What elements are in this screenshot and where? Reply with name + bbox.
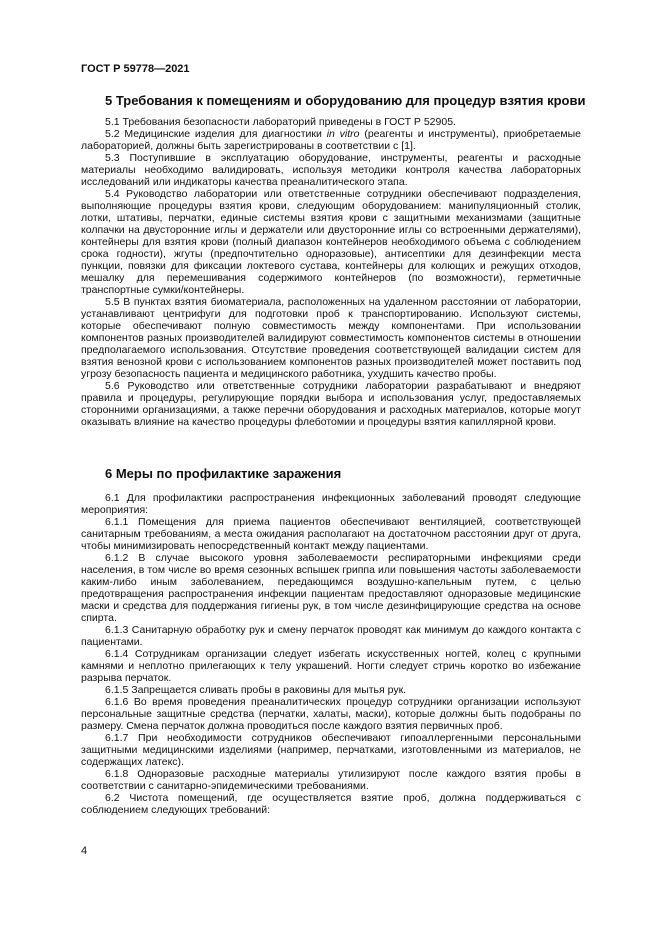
paragraph-6-1-6: 6.1.6 Во время проведения преаналитических процедур сотрудники организации используют персональные защитные средства (перчатки, халаты, маски), которые должны быть подобраны по размеру. Смена перчаток должна проводиться после каждого взятия первичных проб.: [81, 696, 581, 732]
paragraph-5-1: 5.1 Требования безопасности лабораторий приведены в ГОСТ Р 52905.: [105, 116, 456, 128]
paragraph-5-4: 5.4 Руководство лаборатории или ответственные сотрудники обеспечивают подразделения, выполняющие процедуры взятия крови, следующим оборудованием: манипуляционный столик, лотки, штативы, перчатки, единые системы взятия крови с защитными механизмами (защитные колпачки на двусторонние иглы и держатели или двусторонние иглы со встроенными держателями), контейнеры для взятия крови (полный диапазон контейнеров необходимого объема с соблюдением срока годности), жгуты (предпочтительно одноразовые), антисептики для дезинфекции места пункции, повязки для фиксации локтевого сустава, контейнеры для колющих и режущих отходов, мешалку для перемешивания содержимого контейнеров (по возможности), герметичные транспортные сумки/контейнеры.: [81, 188, 581, 296]
paragraph-6-1-8: 6.1.8 Одноразовые расходные материалы утилизируют после каждого взятия пробы в соответствии с санитарно-эпидемическими требованиями.: [81, 768, 581, 792]
standard-header: ГОСТ Р 59778—2021: [81, 63, 190, 75]
section-5-heading: 5 Требования к помещениям и оборудованию для процедур взятия крови: [105, 93, 586, 108]
paragraph-5-5: 5.5 В пунктах взятия биоматериала, расположенных на удаленном расстоянии от лаборатории, устанавливают центрифуги для подготовки проб к транспортированию. Используют системы, которые обеспечивают полную совместимость между компонентами. При использовании компонентов разных производителей валидируют совместимость компонентов системы в отношении предполагаемого использования. Отсутствие проведения соответствующей валидации систем для взятия венозной крови с использованием компонентов разных производителей может поставить под угрозу безопасность пациента и медицинского работника, ухудшить качество пробы.: [81, 296, 581, 380]
paragraph-5-2-start: 5.2 Медицинские изделия для диагностики: [105, 128, 327, 140]
paragraph-6-1-2: 6.1.2 В случае высокого уровня заболеваемости респираторными инфекциями среди населения, в том числе во время сезонных вспышек гриппа или повышения частоты заболеваемости каким-либо иным заболеванием, передающимся воздушно-капельным путем, с целью предотвращения распространения инфекции пациентам предоставляют одноразовые медицинские маски и средства для поддержания гигиены рук, в том числе дезинфицирующие средства на основе спирта.: [81, 552, 581, 624]
section-5-body: [81, 116, 581, 428]
paragraph-6-2: 6.2 Чистота помещений, где осуществляется взятие проб, должна поддерживаться с соблюдением следующих требований:: [81, 792, 581, 816]
paragraph-6-1-1: 6.1.1 Помещения для приема пациентов обеспечивают вентиляцией, соответствующей санитарным требованиям, а места ожидания располагают на достаточном расстоянии друг от друга, чтобы минимизировать непосредственный контакт между пациентами.: [81, 516, 581, 552]
paragraph-5-2: [81, 128, 581, 152]
paragraph-6-1: 6.1 Для профилактики распространения инфекционных заболеваний проводят следующие мероприятия:: [81, 492, 581, 516]
paragraph-5-6: 5.6 Руководство или ответственные сотрудники лаборатории разрабатывают и внедряют правила и процедуры, регулирующие порядки выбора и использования услуг, предоставляемых сторонними организациями, а также перечни оборудования и расходных материалов, которые могут оказывать влияние на качество процедуры флеботомии и процедуры взятия капиллярной крови.: [81, 380, 581, 428]
paragraph-6-1-7: 6.1.7 При необходимости сотрудников обеспечивают гипоаллергенными персональными защитными медицинскими изделиями (например, перчатками, изготовленными из материалов, не содержащих латекс).: [81, 732, 581, 768]
paragraph-6-1-3: 6.1.3 Санитарную обработку рук и смену перчаток проводят как минимум до каждого контакта с пациентами.: [81, 624, 581, 648]
paragraph-6-1-5: 6.1.5 Запрещается сливать пробы в раковины для мытья рук.: [105, 684, 407, 696]
section-6-heading: 6 Меры по профилактике заражения: [105, 466, 342, 481]
section-6-body: [81, 492, 581, 816]
page-number: 4: [81, 845, 88, 857]
paragraph-5-3: 5.3 Поступившие в эксплуатацию оборудование, инструменты, реагенты и расходные материалы необходимо валидировать, используя методики контроля качества лабораторных исследований или индикаторы качества преаналитического этапа.: [81, 152, 581, 188]
paragraph-5-2-italic: in vitro: [326, 128, 360, 140]
paragraph-6-1-4: 6.1.4 Сотрудникам организации следует избегать искусственных ногтей, колец с крупными камнями и неплотно прилегающих к телу украшений. Ногти следует стричь коротко во избежание разрыва перчаток.: [81, 648, 581, 684]
paragraph-5-2-end: (реагенты и инструменты), приобретаемые лабораторией, должны быть зарегистрированы в соответствии с [1].: [81, 128, 581, 152]
